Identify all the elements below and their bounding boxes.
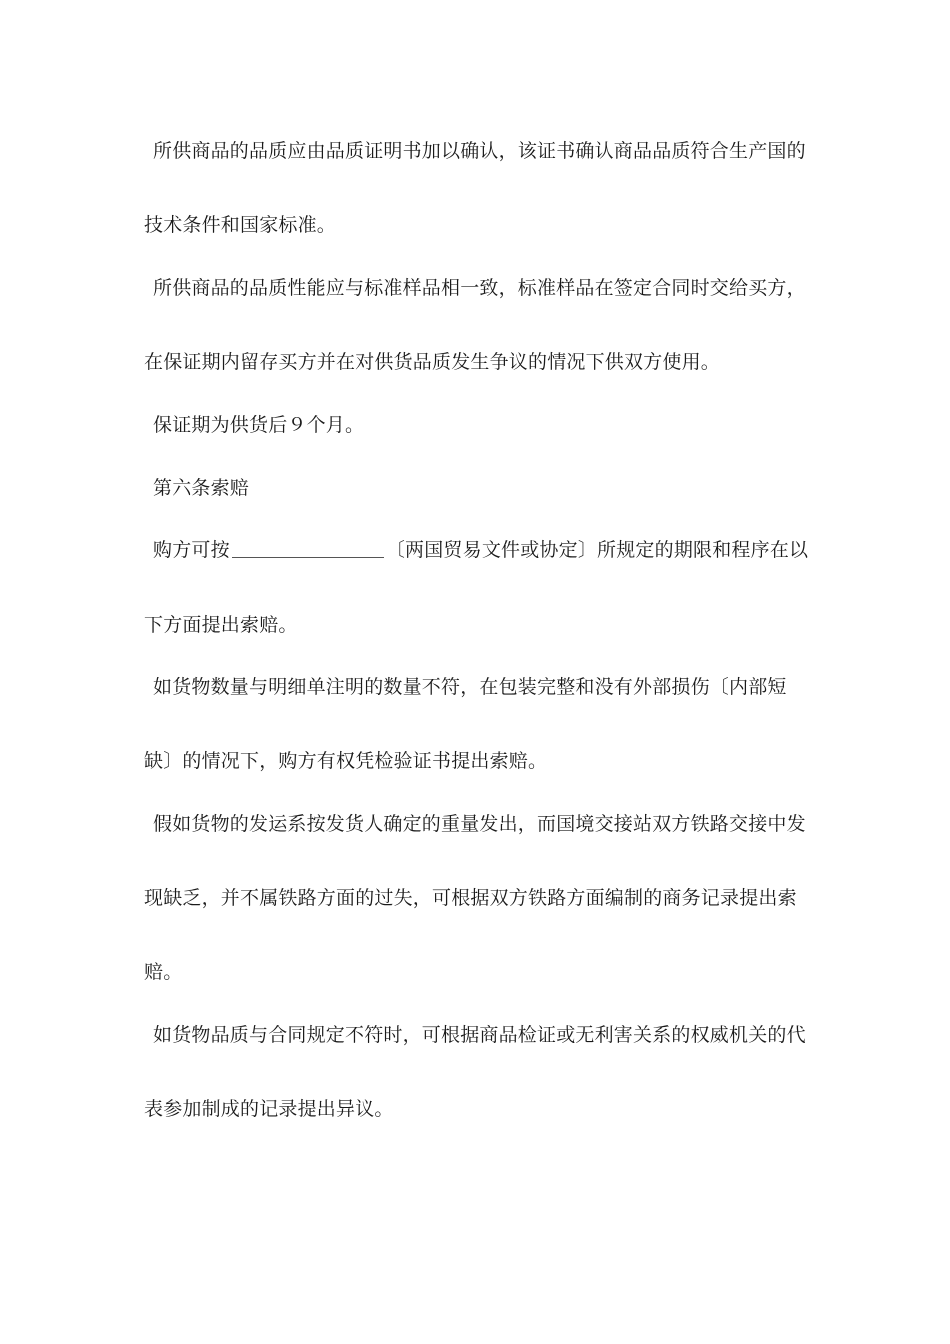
- paragraph-line-11: 假如货物的发运系按发货人确定的重量发出，而国境交接站双方铁路交接中发: [153, 813, 806, 835]
- fill-in-blank[interactable]: [232, 538, 384, 558]
- section-heading-claims: 第六条索赔: [153, 477, 250, 499]
- paragraph-line-1: 所供商品的品质应由品质证明书加以确认，该证书确认商品品质符合生产国的: [153, 140, 806, 162]
- paragraph-line-12: 现缺乏，并不属铁路方面的过失，可根据双方铁路方面编制的商务记录提出索: [144, 887, 797, 909]
- paragraph-line-14: 如货物品质与合同规定不符时，可根据商品检证或无利害关系的权威机关的代: [153, 1024, 806, 1046]
- paragraph-line-9: 如货物数量与明细单注明的数量不符，在包装完整和没有外部损伤〔内部短: [153, 676, 787, 698]
- paragraph-line-15: 表参加制成的记录提出异议。: [144, 1098, 394, 1120]
- paragraph-line-2: 技术条件和国家标准。: [144, 214, 337, 236]
- paragraph-line-8: 下方面提出索赔。: [144, 614, 298, 636]
- paragraph-line-10: 缺〕的情况下，购方有权凭检验证书提出索赔。: [144, 750, 548, 772]
- claim-terms-after: 〔两国贸易文件或协定〕所规定的期限和程序在以: [385, 539, 809, 561]
- warranty-period-line: 保证期为供货后９个月。: [153, 414, 365, 436]
- paragraph-line-4: 在保证期内留存买方并在对供货品质发生争议的情况下供双方使用。: [144, 351, 721, 373]
- paragraph-line-13: 赔。: [144, 961, 183, 983]
- claim-terms-before: 购方可按: [153, 539, 230, 561]
- paragraph-line-3: 所供商品的品质性能应与标准样品相一致，标准样品在签定合同时交给买方，: [153, 277, 806, 299]
- claim-terms-line: [153, 538, 808, 562]
